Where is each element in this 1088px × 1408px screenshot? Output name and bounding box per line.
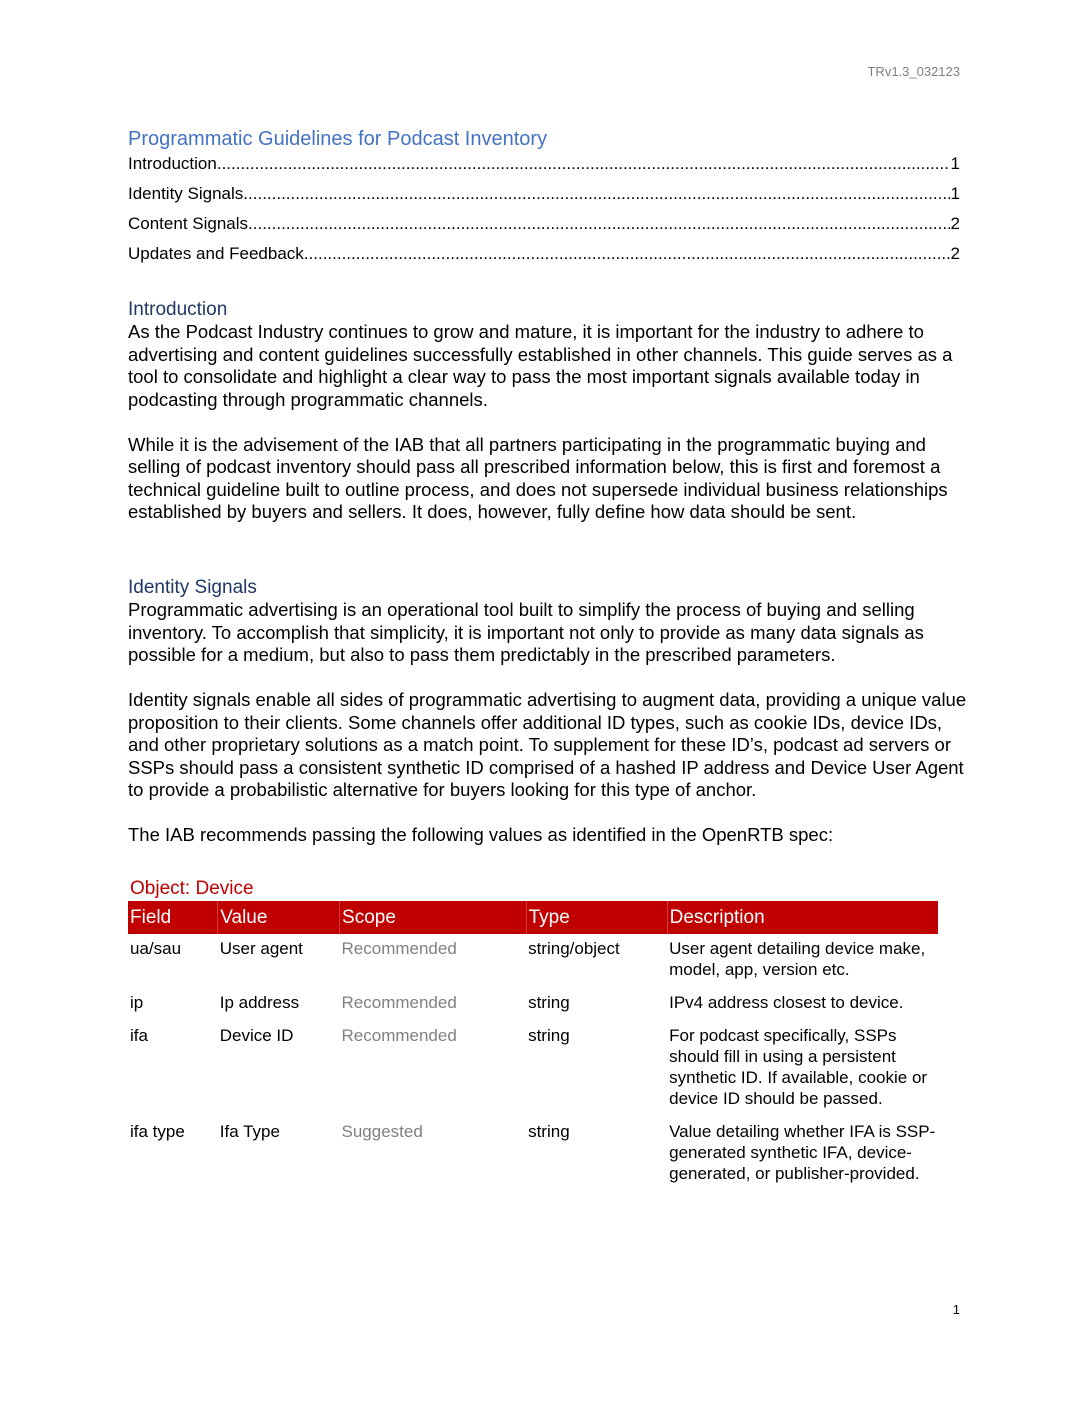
- column-header-description: Description: [667, 901, 938, 934]
- cell-scope: Recommended: [341, 1026, 457, 1045]
- toc-entry-content-signals[interactable]: [128, 213, 960, 243]
- toc-leader-dots: [217, 153, 950, 175]
- identity-signals-heading: Identity Signals: [128, 577, 257, 598]
- table-row: [128, 934, 938, 990]
- identity-signals-section: [128, 577, 968, 847]
- introduction-paragraph: While it is the advisement of the IAB that all partners participating in the programmatic buying and selling of podcast inventory should pass all prescribed information below, this is first and foremost a technical guideline built to outline process, and does not supersede individual business relationships established by buyers and sellers. It does, however, fully define how data should be sent.: [128, 433, 948, 522]
- toc-entry-introduction[interactable]: [128, 153, 960, 183]
- toc-leader-dots: [304, 243, 950, 265]
- table-row: [128, 1119, 938, 1194]
- cell-field: ifa type: [130, 1122, 185, 1141]
- cell-type: string/object: [528, 939, 620, 958]
- cell-description: For podcast specifically, SSPs should fill in using a persistent synthetic ID. If available, cookie or device ID should be passed.: [669, 1026, 928, 1108]
- table-header-row: [128, 901, 938, 934]
- column-header-type: Type: [526, 901, 667, 934]
- toc-page-number: 2: [950, 244, 960, 263]
- cell-field: ua/sau: [130, 939, 182, 958]
- introduction-section: [128, 299, 968, 524]
- toc-entry-updates-feedback[interactable]: [128, 243, 960, 273]
- toc-label: Updates and Feedback: [128, 244, 304, 263]
- document-code: TRv1.3_032123: [867, 64, 960, 79]
- document-title: Programmatic Guidelines for Podcast Inventory: [128, 128, 548, 150]
- introduction-paragraph: As the Podcast Industry continues to grow and mature, it is important for the industry to adhere to advertising and content guidelines successfully established in other channels. This guide serves as a tool to consolidate and highlight a clear way to pass the most important signals available today in podcasting through programmatic channels.: [128, 321, 953, 410]
- toc-page-number: 1: [950, 184, 960, 203]
- cell-value: Ifa Type: [219, 1122, 280, 1141]
- cell-description: IPv4 address closest to device.: [669, 993, 904, 1012]
- introduction-heading: Introduction: [128, 299, 228, 320]
- identity-signals-paragraph: Programmatic advertising is an operational tool built to simplify the process of buying and selling inventory. To accomplish that simplicity, it is important not only to provide as many data signals as possible for a medium, but also to pass them predictably in the prescribed parameters.: [128, 599, 924, 665]
- identity-signals-paragraph: The IAB recommends passing the following values as identified in the OpenRTB spec:: [128, 824, 834, 845]
- cell-description: User agent detailing device make, model, app, version etc.: [669, 939, 926, 979]
- toc-label: Introduction: [128, 154, 217, 173]
- cell-description: Value detailing whether IFA is SSP-generated synthetic IFA, device-generated, or publisher-provided.: [669, 1122, 936, 1183]
- object-device-label: Object: Device: [130, 878, 254, 899]
- table-row: [128, 990, 938, 1023]
- identity-signals-paragraph: Identity signals enable all sides of programmatic advertising to augment data, providing a unique value proposition to their clients. Some channels offer additional ID types, such as cookie IDs, device IDs, and other proprietary solutions as a match point. To supplement for these ID’s, podcast ad servers or SSPs should pass a consistent synthetic ID comprised of a hashed IP address and Device User Agent to provide a probabilistic alternative for buyers looking for this type of anchor.: [128, 689, 967, 800]
- table-row: [128, 1023, 938, 1119]
- toc-entry-identity-signals[interactable]: [128, 183, 960, 213]
- cell-field: ip: [130, 993, 144, 1012]
- cell-field: ifa: [130, 1026, 148, 1045]
- cell-scope: Recommended: [341, 939, 457, 958]
- cell-value: Ip address: [219, 993, 300, 1012]
- toc-page-number: 1: [950, 154, 960, 173]
- toc-label: Content Signals: [128, 214, 249, 233]
- toc-leader-dots: [248, 213, 950, 235]
- column-header-field: Field: [128, 901, 218, 934]
- table-of-contents: [128, 153, 960, 273]
- column-header-value: Value: [218, 901, 340, 934]
- column-header-scope: Scope: [340, 901, 527, 934]
- cell-type: string: [528, 1122, 570, 1141]
- toc-label: Identity Signals: [128, 184, 244, 203]
- cell-scope: Suggested: [341, 1122, 423, 1141]
- cell-scope: Recommended: [341, 993, 457, 1012]
- cell-type: string: [528, 993, 570, 1012]
- page-number: 1: [952, 1302, 960, 1317]
- cell-value: User agent: [219, 939, 303, 958]
- device-object-table: [128, 901, 938, 1194]
- cell-value: Device ID: [219, 1026, 294, 1045]
- toc-leader-dots: [243, 183, 949, 205]
- cell-type: string: [528, 1026, 570, 1045]
- toc-page-number: 2: [950, 214, 960, 233]
